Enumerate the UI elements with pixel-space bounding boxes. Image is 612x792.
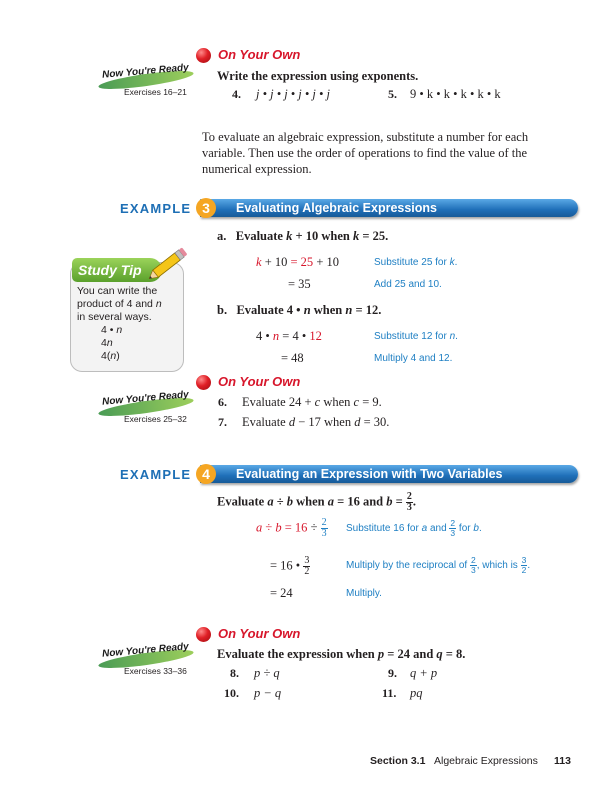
on-your-own-title: On Your Own: [218, 47, 301, 62]
instruction: Write the expression using exponents.: [217, 69, 419, 83]
step-note: Add 25 and 10.: [374, 279, 442, 290]
problem-number: 10.: [224, 686, 239, 700]
fraction: $\frac{2}{3}$: [470, 555, 476, 575]
on-your-own-dot-icon: [196, 375, 211, 390]
problem-number: 7.: [218, 415, 227, 429]
problem-expression: Evaluate 24 + c when c = 9.: [242, 395, 382, 409]
fraction: $\frac{3}{2}$: [304, 555, 310, 577]
pencil-icon: [148, 244, 192, 282]
page-number: 113: [554, 755, 571, 767]
problem-expression: pq: [410, 686, 423, 700]
part-b-prompt: b. Evaluate 4 • n when n = 12.: [217, 303, 382, 317]
problem-number: 5.: [388, 87, 397, 101]
part-letter: b.: [217, 303, 228, 317]
tip-line: in several ways.: [77, 311, 152, 323]
tip-form: 4n: [101, 337, 113, 349]
step-note: Substitute 16 for a and $\frac{2}{3}$ for b.: [346, 518, 482, 538]
tip-line: You can write the: [77, 285, 158, 297]
example-title-bar: [200, 199, 578, 217]
badge-exercises: Exercises 33–36: [124, 666, 187, 676]
step-note: Multiply by the reciprocal of $\frac{2}{3}$ , which is $\frac{3}{2}$ .: [346, 555, 531, 575]
study-tip-text: [77, 285, 162, 363]
part-letter: a.: [217, 229, 227, 243]
example-title-bar: [200, 465, 578, 483]
intro-paragraph: [202, 129, 528, 177]
example-title: Evaluating Algebraic Expressions: [236, 201, 437, 215]
math-line: a ÷ b = 16 ÷ $\frac{2}{3}$: [256, 517, 327, 539]
math-line: k + 10 = 25 + 10: [256, 255, 339, 269]
now-youre-ready-badge: [98, 62, 198, 102]
badge-exercises: Exercises 25–32: [124, 414, 187, 424]
problem-number: 11.: [382, 686, 397, 700]
example-number: 3: [196, 198, 216, 218]
example4-prompt: Evaluate a ÷ b when a = 16 and b = $\frac{2}{3}$ .: [217, 491, 416, 513]
example-number: 4: [196, 464, 216, 484]
problem-number: 8.: [230, 666, 239, 680]
example-label: EXAMPLE: [120, 201, 192, 216]
on-your-own-dot-icon: [196, 627, 211, 642]
problem-expression: 9 • k • k • k • k • k: [410, 87, 501, 101]
instruction: Evaluate the expression when p = 24 and q = 8.: [217, 647, 466, 661]
example-title: Evaluating an Expression with Two Variables: [236, 467, 503, 481]
badge-title: Now You're Ready: [101, 62, 190, 81]
fraction: $\frac{3}{2}$: [521, 555, 527, 575]
on-your-own-title: On Your Own: [218, 374, 301, 389]
problem-expression: p ÷ q: [254, 666, 280, 680]
problem-number: 6.: [218, 395, 227, 409]
problem-number: 9.: [388, 666, 397, 680]
tip-line: product of 4 and n: [77, 298, 162, 310]
math-line: = 24: [270, 586, 293, 600]
tip-form: 4(n): [101, 350, 120, 362]
study-tip-title: Study Tip: [78, 262, 142, 278]
step-note: Multiply 4 and 12.: [374, 353, 453, 364]
part-a-prompt: a. Evaluate k + 10 when k = 25.: [217, 229, 389, 243]
badge-title: Now You're Ready: [101, 389, 190, 408]
now-youre-ready-badge: [98, 389, 198, 429]
footer-section: Section 3.1: [370, 755, 426, 767]
problem-expression: j • j • j • j • j • j: [256, 87, 330, 101]
badge-exercises: Exercises 16–21: [124, 87, 187, 97]
step-note: Multiply.: [346, 588, 382, 599]
math-line: = 16 • $\frac{3}{2}$: [270, 555, 310, 577]
intro-line: numerical expression.: [202, 162, 312, 176]
problem-expression: Evaluate d − 17 when d = 30.: [242, 415, 390, 429]
problem-number: 4.: [232, 87, 241, 101]
fraction: $\frac{2}{3}$: [450, 518, 456, 538]
step-note: Substitute 25 for k.: [374, 257, 458, 268]
math-line: 4 • n = 4 • 12: [256, 329, 322, 343]
badge-title: Now You're Ready: [101, 641, 190, 660]
tip-form: 4 • n: [101, 324, 123, 336]
problem-expression: p − q: [254, 686, 282, 700]
intro-line: To evaluate an algebraic expression, substitute a number for each: [202, 130, 529, 144]
example-label: EXAMPLE: [120, 467, 192, 482]
fraction: $\frac{2}{3}$: [321, 517, 327, 539]
fraction: $\frac{2}{3}$: [406, 491, 412, 513]
on-your-own-dot-icon: [196, 48, 211, 63]
now-youre-ready-badge: [98, 641, 198, 681]
step-note: Substitute 12 for n.: [374, 331, 458, 342]
intro-line: variable. Then use the order of operations to find the value of the: [202, 146, 528, 160]
math-line: = 35: [288, 277, 311, 291]
math-line: = 48: [281, 351, 304, 365]
on-your-own-title: On Your Own: [218, 626, 301, 641]
problem-expression: q + p: [410, 666, 438, 680]
footer-title: Algebraic Expressions: [434, 755, 538, 767]
